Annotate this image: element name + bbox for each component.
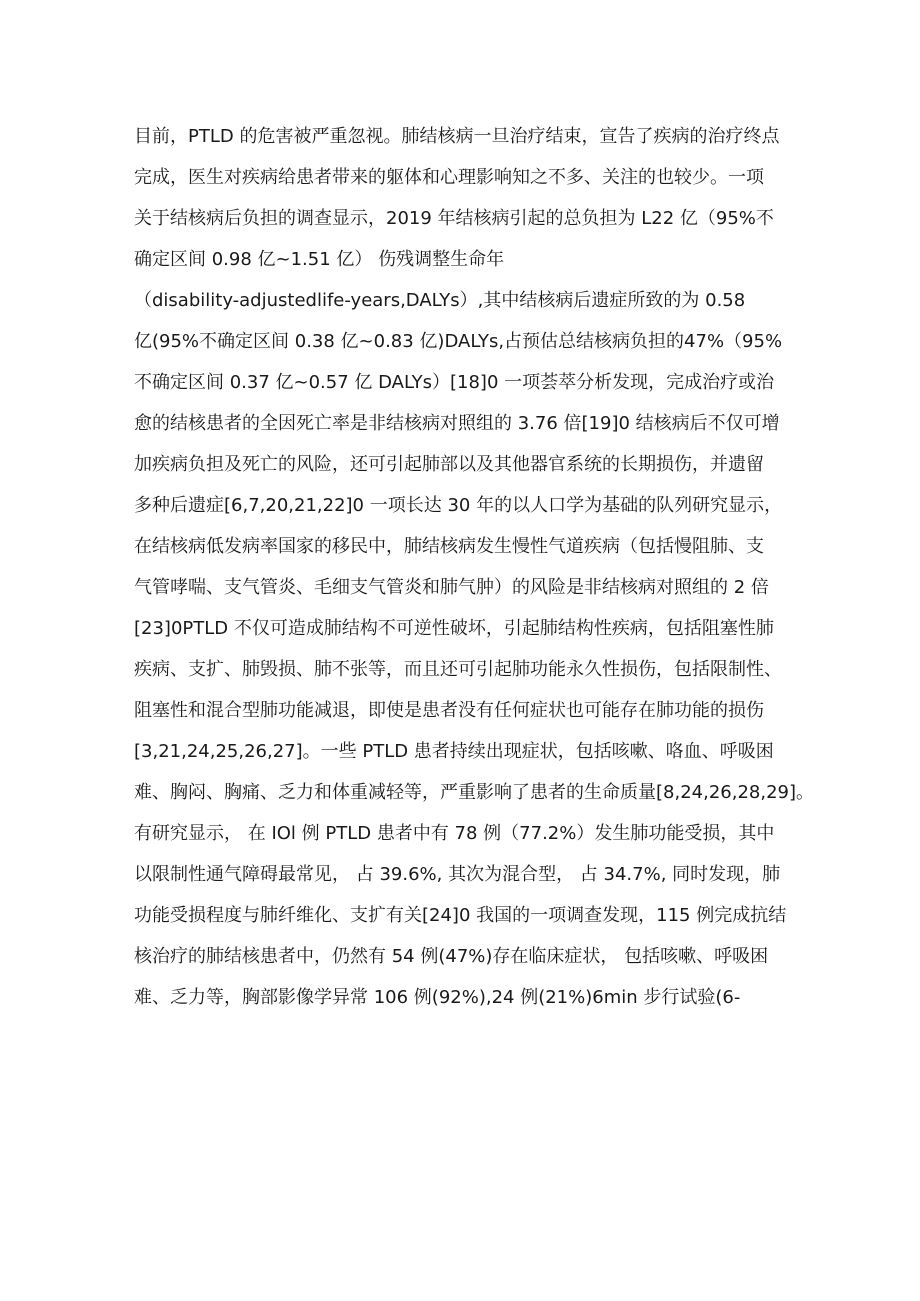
- text-line: 有研究显示， 在 IOl 例 PTLD 患者中有 78 例（77.2%）发生肺功能受损，其中: [134, 823, 775, 844]
- text-line: 加疾病负担及死亡的风险，还可引起肺部以及其他器官系统的长期损伤，并遗留: [134, 454, 764, 475]
- body-paragraph: [134, 116, 824, 1018]
- text-line: 不确定区间 0.37 亿~0.57 亿 DALYs）[18]0 一项荟萃分析发现，完成治疗或治: [134, 372, 775, 393]
- text-line: 亿(95%不确定区间 0.38 亿~0.83 亿)DALYs,占预估总结核病负担的47%（95%: [134, 331, 783, 352]
- text-line: 目前，PTLD 的危害被严重忽视。肺结核病一旦治疗结束，宣告了疾病的治疗终点: [134, 126, 780, 147]
- text-line: 阻塞性和混合型肺功能减退，即使是患者没有任何症状也可能存在肺功能的损伤: [134, 700, 764, 721]
- text-line: （disability-adjustedlife-years,DALYs）,其中结核病后遗症所致的为 0.58: [134, 290, 746, 311]
- text-line: [23]0PTLD 不仅可造成肺结构不可逆性破坏，引起肺结构性疾病，包括阻塞性肺: [134, 618, 774, 639]
- text-line: [3,21,24,25,26,27]。一些 PTLD 患者持续出现症状，包括咳嗽、咯血、呼吸困: [134, 741, 774, 762]
- text-line: 以限制性通气障碍最常见， 占 39.6%, 其次为混合型， 占 34.7%, 同时发现，肺: [134, 864, 781, 885]
- text-line: 在结核病低发病率国家的移民中，肺结核病发生慢性气道疾病（包括慢阻肺、支: [134, 536, 764, 557]
- text-line: 核治疗的肺结核患者中，仍然有 54 例(47%)存在临床症状， 包括咳嗽、呼吸困: [134, 946, 769, 967]
- text-line: 多种后遗症[6,7,20,21,22]0 一项长达 30 年的以人口学为基础的队列研究显示，: [134, 495, 783, 516]
- text-line: 确定区间 0.98 亿~1.51 亿） 伤残调整生命年: [134, 249, 505, 270]
- text-line: 愈的结核患者的全因死亡率是非结核病对照组的 3.76 倍[19]0 结核病后不仅可增: [134, 413, 780, 434]
- text-line: 完成，医生对疾病给患者带来的躯体和心理影响知之不多、关注的也较少。一项: [134, 167, 764, 188]
- text-line: 功能受损程度与肺纤维化、支扩有关[24]0 我国的一项调查发现，115 例完成抗结: [134, 905, 787, 926]
- text-line: 难、胸闷、胸痛、乏力和体重减轻等，严重影响了患者的生命质量[8,24,26,28,29]。: [134, 782, 814, 803]
- text-line: 关于结核病后负担的调查显示，2019 年结核病引起的总负担为 L22 亿（95%不: [134, 208, 774, 229]
- text-line: 难、乏力等，胸部影像学异常 106 例(92%),24 例(21%)6min 步行试验(6-: [134, 987, 741, 1008]
- text-line: 气管哮喘、支气管炎、毛细支气管炎和肺气肿）的风险是非结核病对照组的 2 倍: [134, 577, 769, 598]
- text-line: 疾病、支扩、肺毁损、肺不张等，而且还可引起肺功能永久性损伤，包括限制性、: [134, 659, 782, 680]
